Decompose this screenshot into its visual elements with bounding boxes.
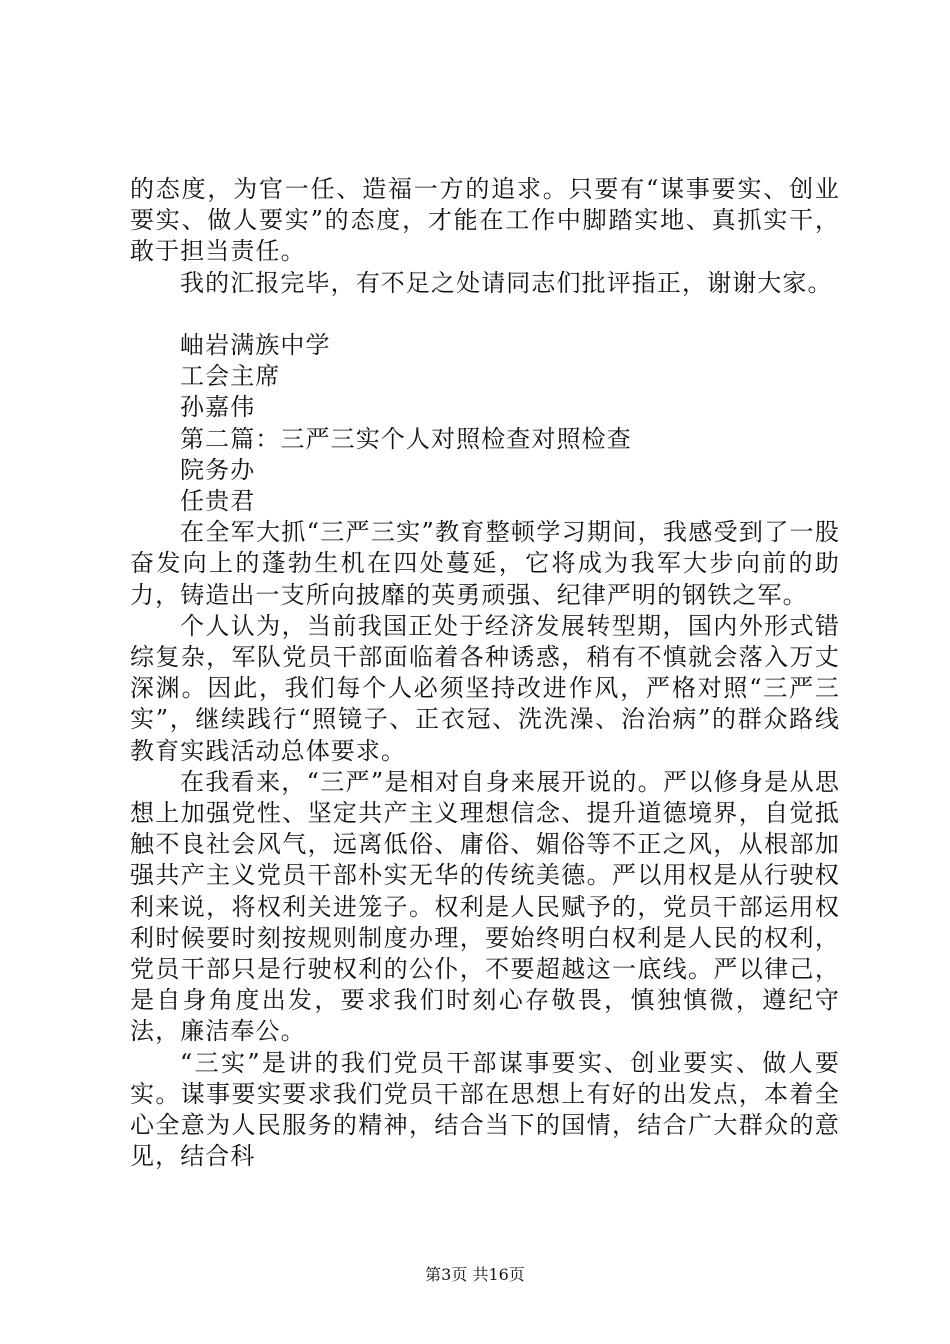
blank-line xyxy=(130,299,840,330)
signature-name: 孙嘉伟 xyxy=(180,393,256,422)
body-paragraph: 在全军大抓“三严三实”教育整顿学习期间，我感受到了一股奋发向上的蓬勃生机在四处蔓延，它将成为我军大步向前的助力，铸造出一支所向披靡的英勇顽强、纪律严明的钢铁之军。 xyxy=(130,518,840,609)
closing-paragraph: 我的汇报完毕，有不足之处请同志们批评指正，谢谢大家。 xyxy=(180,268,833,297)
signature-position: 工会主席 xyxy=(180,362,281,391)
body-paragraph: “三实”是讲的我们党员干部谋事要实、创业要实、做人要实。谋事要实要求我们党员干部在思想上有好的出发点，本着全心全意为人民服务的精神，结合当下的国情，结合广大群众的意见，结合科 xyxy=(130,1048,840,1171)
signature-school: 岫岩满族中学 xyxy=(180,331,331,359)
body-paragraph: 个人认为，当前我国正处于经济发展转型期，国内外形式错综复杂，军队党员干部面临着各种诱惑，稍有不慎就会落入万丈深渊。因此，我们每个人必须坚持改进作风，严格对照“三严三实”，继续践行“照镜子、正衣冠、洗洗澡、治治病”的群众路线教育实践活动总体要求。 xyxy=(130,611,840,765)
section-department: 院务办 xyxy=(180,455,256,484)
body-paragraph: 在我看来，“三严”是相对自身来展开说的。严以修身是从思想上加强党性、坚定共产主义理想信念、提升道德境界，自觉抵触不良社会风气，远离低俗、庸俗、媚俗等不正之风，从根部加强共产主义党员干部朴实无华的传统美德。严以用权是从行驶权利来说，将权利关进笼子。权利是人民赋予的，党员干部运用权利时候要时刻按规则制度办理，要始终明白权利是人民的权利，党员干部只是行驶权利的公仆，不要超越这一底线。严以律己，是自身角度出发，要求我们时刻心存敬畏，慎独慎微，遵纪守法，廉洁奉公。 xyxy=(130,767,840,1046)
section-author: 任贵君 xyxy=(180,487,256,516)
continuation-paragraph: 的态度，为官一任、造福一方的追求。只要有“谋事要实、创业要实、做人要实”的态度，才能在工作中脚踏实地、真抓实干，敢于担当责任。 xyxy=(130,175,840,266)
page-number-footer: 第3页 共16页 xyxy=(425,1265,525,1284)
section-heading: 第二篇：三严三实个人对照检查对照检查 xyxy=(180,424,632,453)
document-body xyxy=(130,174,840,1172)
